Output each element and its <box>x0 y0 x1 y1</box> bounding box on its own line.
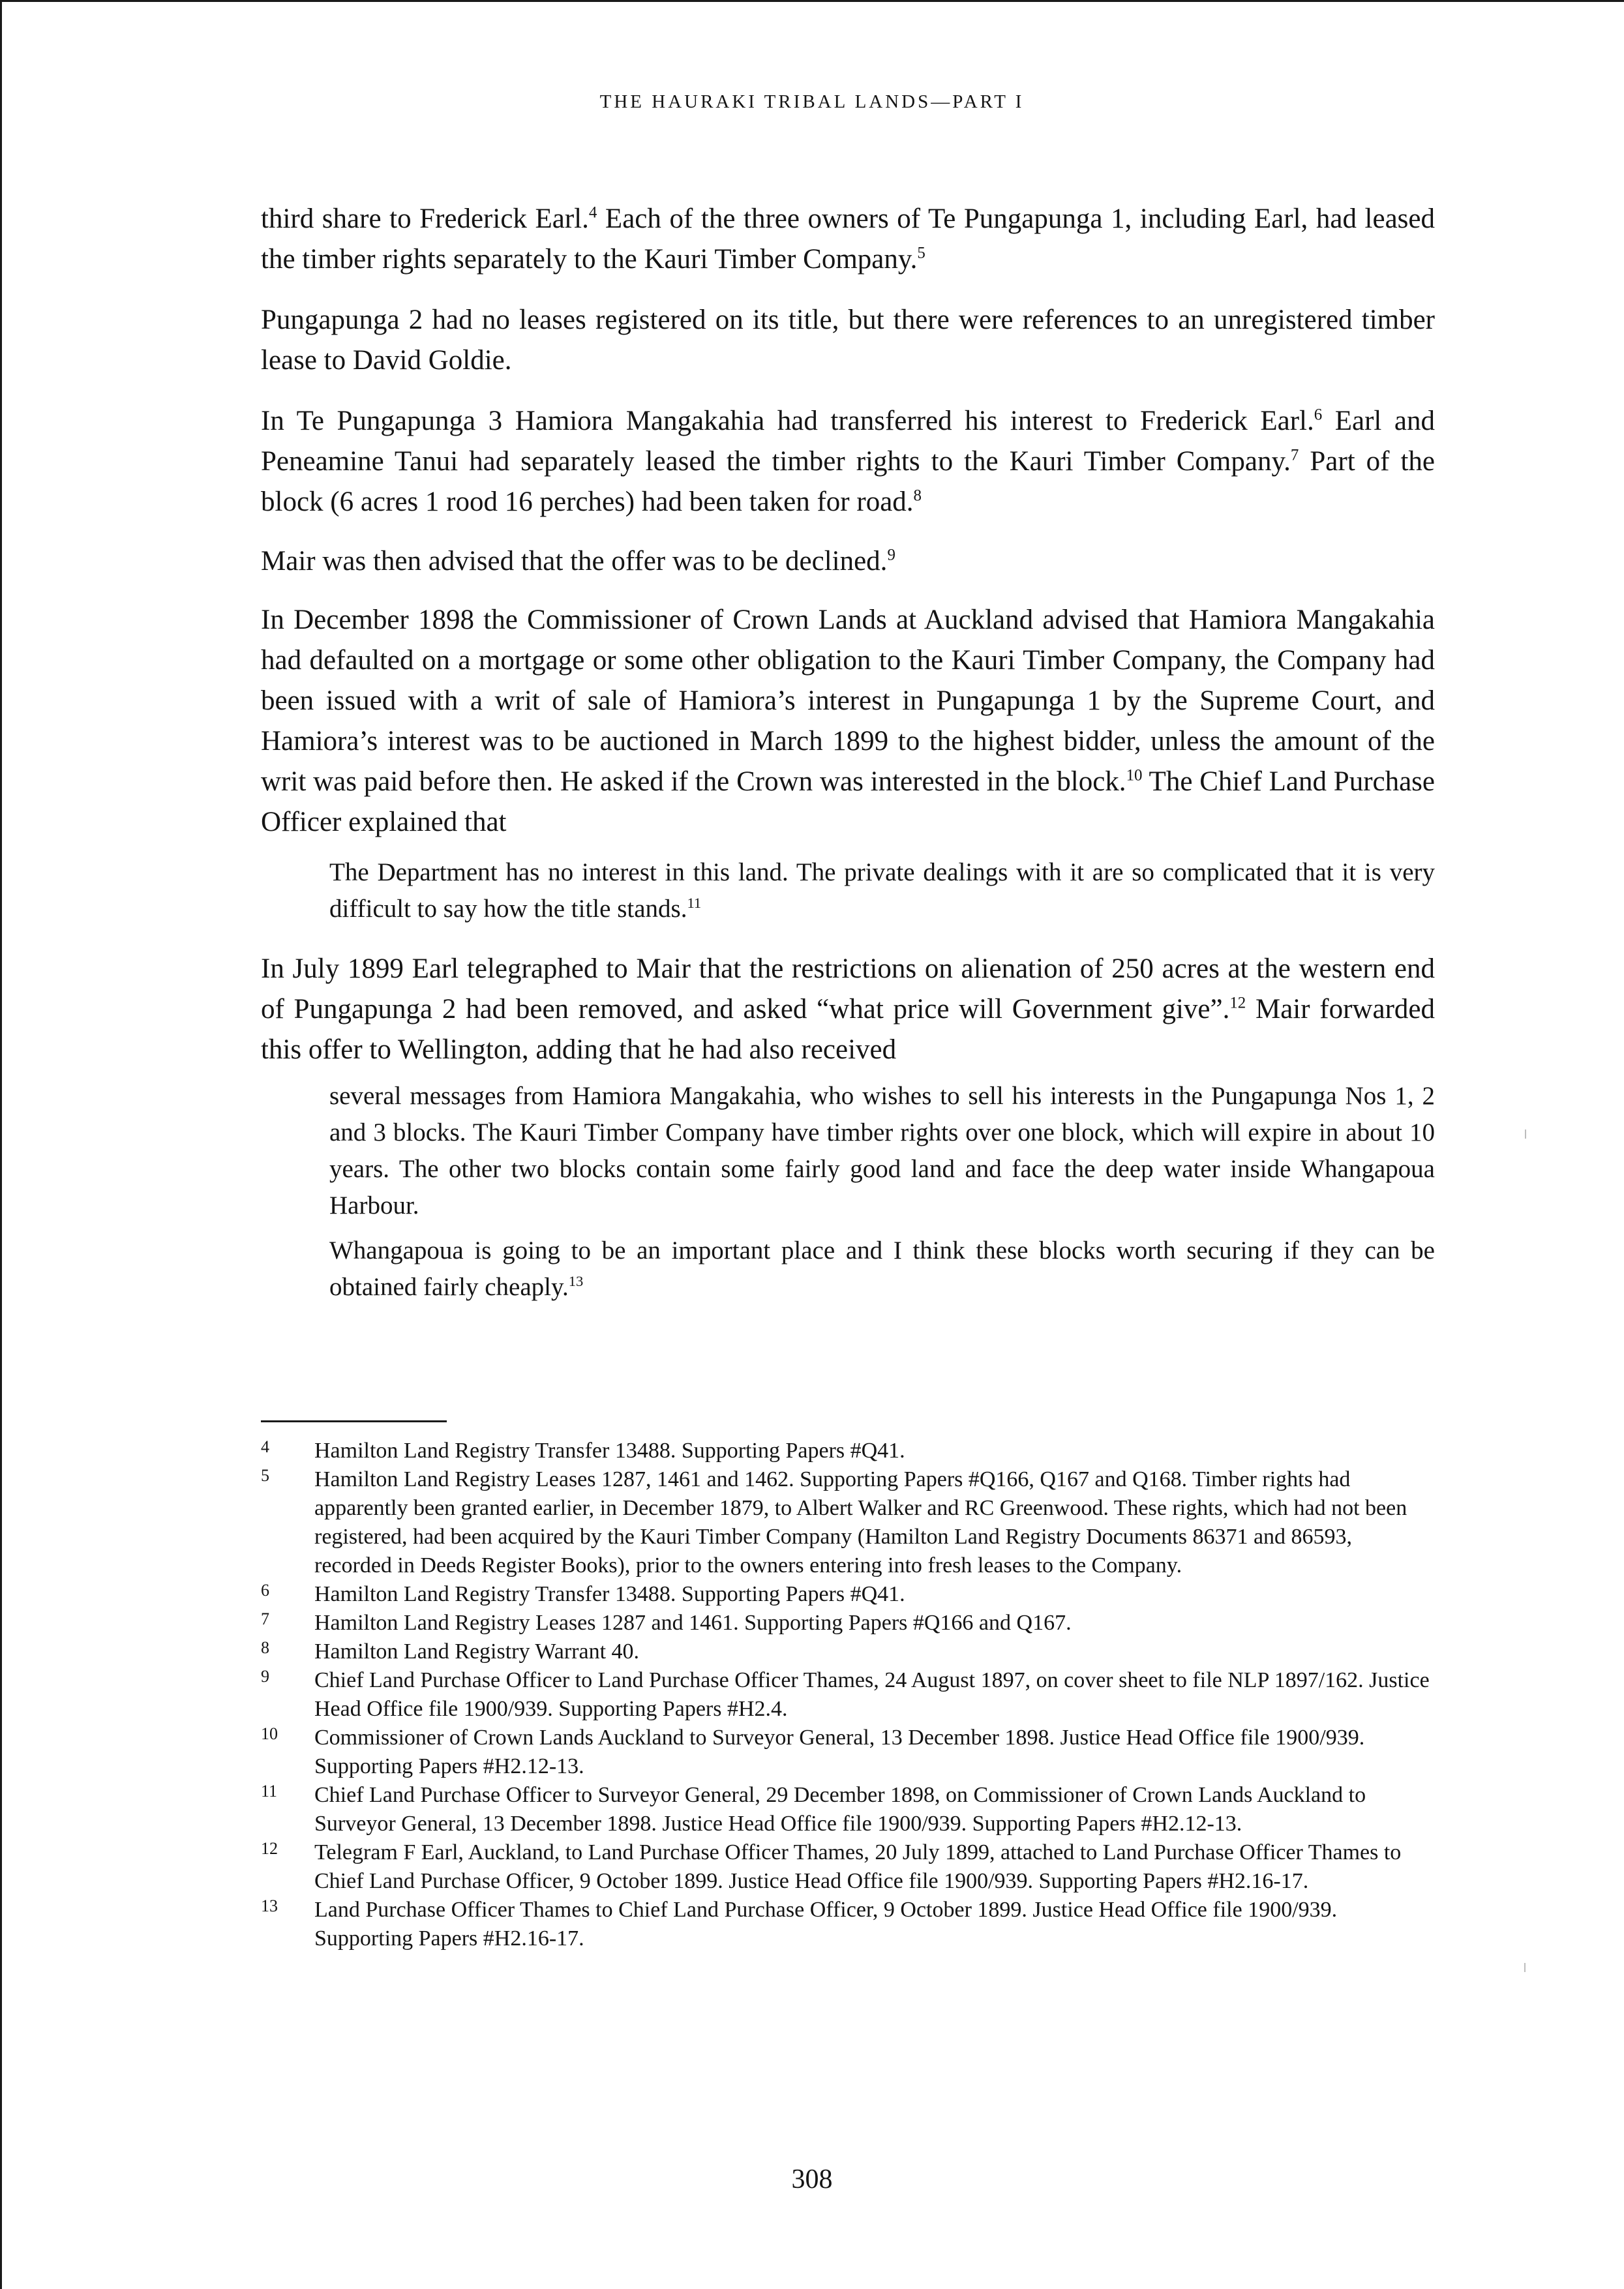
footnote <box>261 1666 1435 1724</box>
block-quote-2 <box>329 1078 1435 1224</box>
block-quote-1 <box>329 854 1435 927</box>
quote-text: several messages from Hamiora Mangakahia, who wishes to sell his interests in the Pungapunga Nos 1, 2 and 3 blocks. The Kauri Timber Company have timber rights over one block, which will expire in about 10 years. The other two blocks contain some fairly good land and face the deep water inside Whangapoua Harbour. <box>329 1082 1435 1219</box>
block-quote-3 <box>329 1233 1435 1306</box>
page-border-top <box>0 0 1624 2</box>
footnote-number: 11 <box>261 1782 278 1801</box>
footnote <box>261 1896 1435 1953</box>
paragraph-2 <box>261 300 1435 381</box>
footnote-number: 4 <box>261 1437 269 1456</box>
paragraph-text: third share to Frederick Earl. <box>261 203 589 234</box>
running-head: THE HAURAKI TRIBAL LANDS—PART I <box>599 91 1025 112</box>
footnote-ref: 12 <box>1229 994 1246 1012</box>
paragraph-text: In December 1898 the Commissioner of Crown Lands at Auckland advised that Hamiora Mangakahia had defaulted on a mortgage or some other obligation to the Kauri Timber Company, the Company had been issued with a writ of sale of Hamiora’s interest in Pungapunga 1 by the Supreme Court, and Hamiora’s interest was to be auctioned in March 1899 to the highest bidder, unless the amount of the writ was paid before then. He asked if the Crown was interested in the block. <box>261 605 1435 797</box>
footnote <box>261 1580 1435 1609</box>
footnote-ref: 9 <box>887 546 895 564</box>
footnote-text: Hamilton Land Registry Warrant 40. <box>314 1639 640 1664</box>
paragraph-text: Part of the block (6 acres 1 rood 16 perches) had been taken for road. <box>261 446 1435 517</box>
paragraph-text: In Te Pungapunga 3 Hamiora Mangakahia had transferred his interest to Frederick Earl. <box>261 406 1314 436</box>
footnote-ref: 8 <box>913 486 922 505</box>
footnote-ref: 4 <box>588 203 597 222</box>
footnote-text: Chief Land Purchase Officer to Surveyor General, 29 December 1898, on Commissioner of Crown Lands Auckland to Surveyor General, 13 December 1898. Justice Head Office file 1900/939. Supporting Papers #H2.12-13. <box>314 1783 1366 1836</box>
footnote-number: 10 <box>261 1724 278 1743</box>
paragraph-4 <box>261 541 1435 582</box>
footnote-text: Hamilton Land Registry Transfer 13488. Supporting Papers #Q41. <box>314 1582 905 1606</box>
footnote-number: 7 <box>261 1609 269 1628</box>
footnote <box>261 1781 1435 1838</box>
footnote-text: Hamilton Land Registry Transfer 13488. Supporting Papers #Q41. <box>314 1439 905 1463</box>
footnote-ref: 13 <box>568 1273 584 1289</box>
footnote <box>261 1638 1435 1666</box>
quote-text: Whangapoua is going to be an important place and I think these blocks worth securing if they can be obtained fairly cheaply. <box>329 1236 1435 1301</box>
paragraph-text: Mair forwarded this offer to Wellington, adding that he had also received <box>261 994 1435 1065</box>
quote-text: The Department has no interest in this land. The private dealings with it are so complicated that it is very difficult to say how the title stands. <box>329 858 1435 923</box>
footnote-text: Telegram F Earl, Auckland, to Land Purchase Officer Thames, 20 July 1899, attached to Land Purchase Officer Thames to Chief Land Purchase Officer, 9 October 1899. Justice Head Office file 1900/939. Supporting Papers #H2.16-17. <box>314 1840 1402 1893</box>
footnote-ref: 7 <box>1290 446 1299 464</box>
footnote <box>261 1465 1435 1580</box>
footnote-text: Hamilton Land Registry Leases 1287, 1461 and 1462. Supporting Papers #Q166, Q167 and Q168. Timber rights had apparently been granted earlier, in December 1879, to Albert Walker and RC Greenwood. These rights, which had not been registered, had been acquired by the Kauri Timber Company (Hamilton Land Registry Documents 86371 and 86593, recorded in Deeds Register Books), prior to the owners entering into fresh leases to the Company. <box>314 1467 1407 1578</box>
footnote-text: Chief Land Purchase Officer to Land Purchase Officer Thames, 24 August 1897, on cover sheet to file NLP 1897/162. Justice Head Office file 1900/939. Supporting Papers #H2.4. <box>314 1668 1430 1721</box>
page-border-left <box>0 0 2 2289</box>
footnote <box>261 1609 1435 1638</box>
footnote-number: 8 <box>261 1638 269 1657</box>
footnote-ref: 11 <box>687 895 702 911</box>
paragraph-5 <box>261 600 1435 843</box>
footnote-ref: 6 <box>1314 406 1323 424</box>
footnote <box>261 1838 1435 1896</box>
paragraph-text: In July 1899 Earl telegraphed to Mair that the restrictions on alienation of 250 acres at the western end of Pungapunga 2 had been removed, and asked “what price will Government give”. <box>261 953 1435 1025</box>
paragraph-6 <box>261 949 1435 1070</box>
footnote-ref: 10 <box>1126 766 1143 785</box>
footnote-rule <box>261 1420 447 1422</box>
page-number: 308 <box>791 2164 833 2194</box>
paragraph-3 <box>261 401 1435 522</box>
footnote-number: 6 <box>261 1581 269 1600</box>
scan-speck <box>1525 1130 1526 1139</box>
paragraph-text: Mair was then advised that the offer was to be declined. <box>261 546 888 576</box>
paragraph-text: Earl and Peneamine Tanui had separately leased the timber rights to the Kauri Timber Company. <box>261 406 1435 477</box>
footnotes <box>261 1437 1435 1953</box>
paragraph-text: Each of the three owners of Te Pungapunga 1, including Earl, had leased the timber rights separately to the Kauri Timber Company. <box>261 203 1435 275</box>
footnote-text: Land Purchase Officer Thames to Chief Land Purchase Officer, 9 October 1899. Justice Head Office file 1900/939. Supporting Papers #H2.16-17. <box>314 1898 1338 1951</box>
footnote <box>261 1724 1435 1781</box>
footnote <box>261 1437 1435 1465</box>
paragraph-text: Pungapunga 2 had no leases registered on its title, but there were references to an unregistered timber lease to David Goldie. <box>261 305 1435 376</box>
footnote-number: 12 <box>261 1839 278 1858</box>
footnote-number: 5 <box>261 1466 269 1485</box>
paragraph-1 <box>261 199 1435 280</box>
footnote-number: 9 <box>261 1667 269 1686</box>
footnote-number: 13 <box>261 1896 278 1915</box>
footnote-text: Hamilton Land Registry Leases 1287 and 1461. Supporting Papers #Q166 and Q167. <box>314 1611 1072 1635</box>
scan-speck <box>1524 1963 1526 1972</box>
paragraph-text: The Chief Land Purchase Officer explained that <box>261 766 1435 837</box>
footnote-text: Commissioner of Crown Lands Auckland to Surveyor General, 13 December 1898. Justice Head Office file 1900/939. Supporting Papers #H2.12-13. <box>314 1726 1365 1778</box>
footnote-ref: 5 <box>917 244 925 262</box>
